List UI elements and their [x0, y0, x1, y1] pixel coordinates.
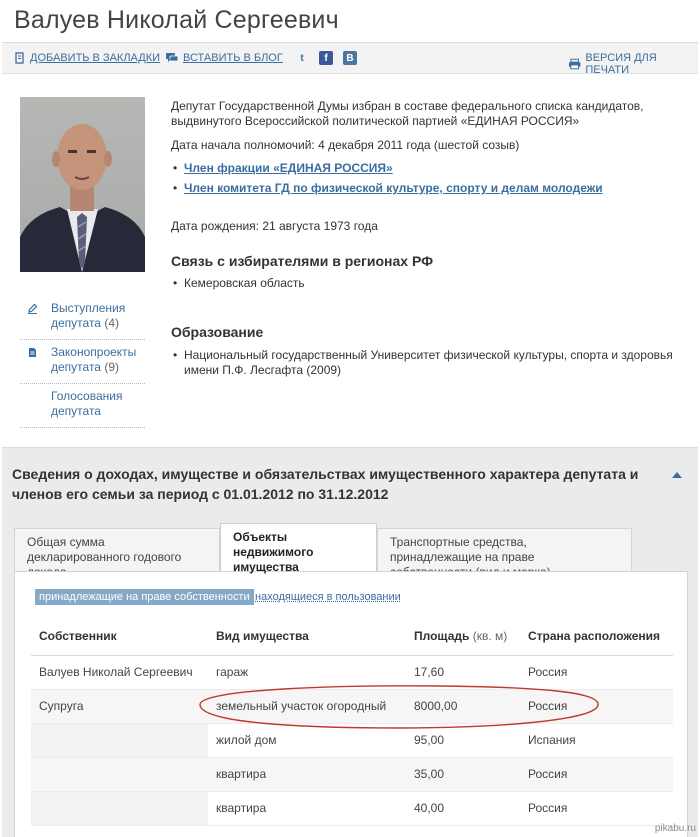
deputy-photo — [20, 97, 145, 272]
watermark: pikabu.ru — [654, 823, 696, 834]
cell-area: 40,00 — [406, 791, 520, 825]
comment-icon — [165, 52, 179, 64]
faction-link[interactable]: Член фракции «ЕДИНАЯ РОССИЯ» — [184, 161, 393, 175]
cell-country: Россия — [520, 689, 673, 723]
cell-area: 17,60 — [406, 655, 520, 689]
cell-type: квартира — [208, 757, 406, 791]
real-estate-panel — [14, 571, 688, 837]
regions-heading: Связь с избирателями в регионах РФ — [171, 253, 434, 269]
cell-country: Россия — [520, 757, 673, 791]
subtab-owned[interactable]: принадлежащие на праве собственности — [35, 589, 254, 605]
cell-area: 35,00 — [406, 757, 520, 791]
tab-real-estate[interactable]: Объекты недвижимого имущества — [220, 523, 377, 571]
side-item-speeches[interactable] — [20, 296, 145, 340]
birth-date: Дата рождения: 21 августа 1973 года — [171, 219, 378, 233]
cell-area: 8000,00 — [406, 689, 520, 723]
toolbar — [2, 42, 698, 74]
cell-type: жилой дом — [208, 723, 406, 757]
subtab-used[interactable]: находящиеся в пользовании — [255, 591, 401, 603]
side-item-bills-count: (9) — [104, 360, 119, 374]
committee-link[interactable]: Член комитета ГД по физической культуре, спорту и делам молодежи — [184, 181, 603, 195]
list-item — [171, 181, 603, 196]
intro-text: Депутат Государственной Думы избран в составе федерального списка кандидатов, выдвинутого Всероссийской политической партией «ЕДИНАЯ РОССИЯ» — [171, 99, 644, 128]
cell-owner — [31, 757, 208, 791]
bookmark-button[interactable] — [14, 52, 160, 64]
education-item: • Национальный государственный Университет физической культуры, спорта и здоровья имени П.Ф. Лесгафта (2009) — [171, 348, 681, 378]
cell-owner — [31, 723, 208, 757]
side-item-speeches-count: (4) — [104, 316, 119, 330]
print-button[interactable] — [568, 52, 698, 76]
print-label: ВЕРСИЯ ДЛЯ ПЕЧАТИ — [585, 52, 657, 76]
col-area-unit: (кв. м) — [472, 629, 508, 644]
col-area-label: Площадь — [414, 629, 470, 644]
table-row — [31, 723, 673, 757]
term-start: Дата начала полномочий: 4 декабря 2011 года (шестой созыв) — [171, 138, 520, 152]
cell-country: Россия — [520, 791, 673, 825]
vk-icon[interactable]: B — [343, 51, 357, 65]
side-item-votes-label: Голосования депутата — [51, 389, 123, 418]
declaration-title: Сведения о доходах, имуществе и обязательствах имущественного характера депутата и членов его семьи за период с 01.01.2012 по 31.12.2012 — [12, 466, 639, 502]
col-owner: Собственник — [31, 618, 208, 655]
col-type: Вид имущества — [208, 618, 406, 655]
pencil-icon — [27, 303, 38, 314]
page-title: Валуев Николай Сергеевич — [14, 6, 339, 34]
tab-vehicles[interactable]: Транспортные средства, принадлежащие на праве — [377, 528, 632, 572]
bookmark-icon — [14, 52, 26, 64]
table-row — [31, 689, 673, 723]
table-row — [31, 791, 673, 825]
document-icon — [27, 347, 38, 358]
cell-type: гараж — [208, 655, 406, 689]
side-item-speeches-label: Выступления депутата — [51, 301, 126, 330]
table-row — [31, 655, 673, 689]
blog-button[interactable] — [165, 52, 283, 64]
cell-type: квартира — [208, 791, 406, 825]
education-heading: Образование — [171, 324, 264, 340]
cell-owner: Валуев Николай Сергеевич — [31, 655, 208, 689]
list-item — [171, 161, 603, 176]
cell-type: земельный участок огородный — [208, 689, 406, 723]
cell-owner — [31, 791, 208, 825]
side-item-votes[interactable] — [20, 384, 145, 428]
twitter-icon[interactable]: t — [300, 52, 304, 64]
bookmark-label: ДОБАВИТЬ В ЗАКЛАДКИ — [30, 52, 161, 64]
side-menu — [20, 296, 145, 428]
print-icon — [568, 58, 581, 70]
table-header-row — [31, 618, 673, 655]
col-area — [406, 618, 520, 655]
table-row — [31, 757, 673, 791]
blog-label: ВСТАВИТЬ В БЛОГ — [183, 52, 283, 64]
cell-country: Россия — [520, 655, 673, 689]
tab-income[interactable]: Общая сумма декларированного годового — [14, 528, 220, 572]
side-item-bills-label: Законопроекты депутата — [51, 345, 137, 374]
declaration-section — [2, 447, 698, 837]
col-country: Страна расположения — [520, 618, 673, 655]
collapse-arrow-icon[interactable] — [672, 472, 682, 478]
facebook-icon[interactable]: f — [319, 51, 333, 65]
property-table — [31, 618, 673, 826]
cell-owner: Супруга — [31, 689, 208, 723]
membership-links — [171, 161, 603, 201]
side-item-bills[interactable] — [20, 340, 145, 384]
cell-country: Испания — [520, 723, 673, 757]
region-item: • Кемеровская область — [171, 276, 681, 291]
cell-area: 95,00 — [406, 723, 520, 757]
